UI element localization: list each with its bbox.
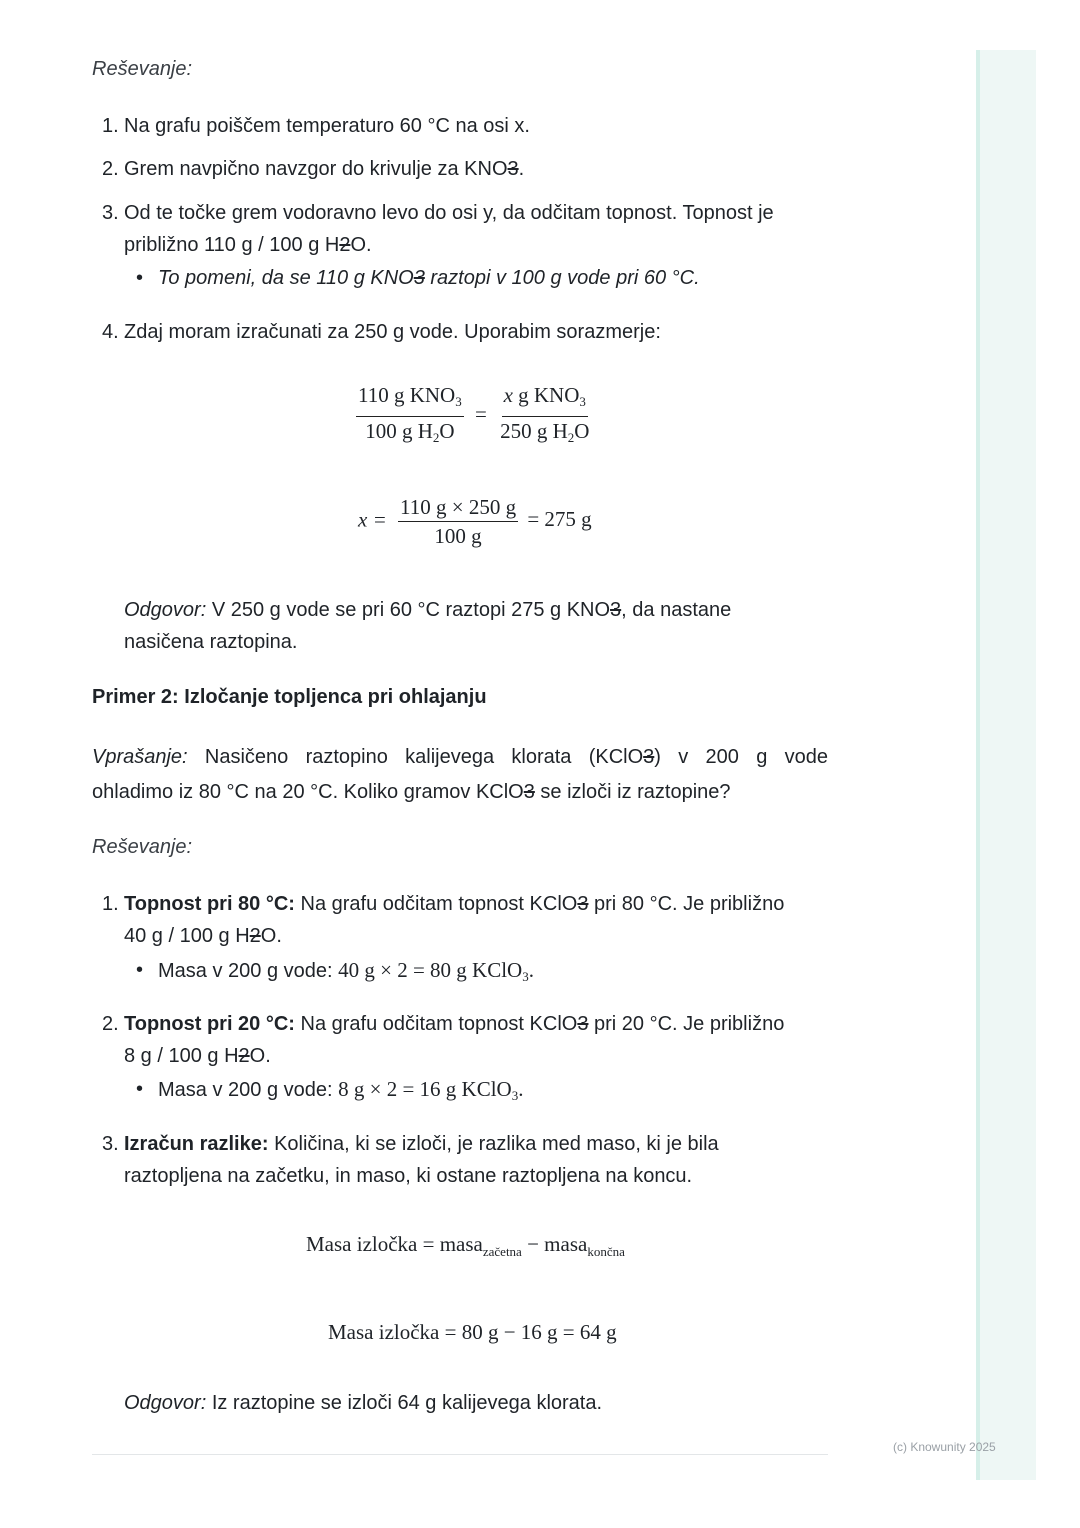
list-item: 3. Od te točke grem vodoravno levo do osi y, da odčitam topnost. Topnost je približno 110 g / 100 g H2O. <box>102 202 774 256</box>
right-sidebar-panel <box>976 50 1036 1480</box>
list-item: 4. Zdaj moram izračunati za 250 g vode. Uporabim sorazmerje: <box>102 321 661 343</box>
solution-label: Reševanje: <box>92 836 193 858</box>
calculation-equation: x = $\frac{110 g \times 250 g}{100 g}$ = 275 g <box>358 495 592 548</box>
solution-label: Reševanje: <box>92 58 193 80</box>
result-equation: Masa izločka = 80 g − 16 g = 64 g <box>328 1320 617 1344</box>
answer-paragraph: Odgovor: V 250 g vode se pri 60 °C raztopi 275 g KNO3, da nastane nasičena raztopina. <box>124 599 732 653</box>
difference-formula: Masa izločka = masa$_{začetna}$ − masa$_{končna}$ <box>306 1232 625 1260</box>
question-paragraph: Vprašanje: Nasičeno raztopino kalijevega klorata (KClO3) v 200 g vode ohladimo iz 80 °C na 20 °C. Koliko gramov KClO3 se izloči iz raztopine? <box>92 746 828 803</box>
copyright-footer: (c) Knowunity 2025 <box>893 1440 996 1454</box>
list-item: 2. Topnost pri 20 °C: Na grafu odčitam topnost KClO3 pri 20 °C. Je približno 8 g / 100 g H2O. <box>102 1013 785 1067</box>
list-item: 2. Grem navpično navzgor do krivulje za KNO3. <box>102 158 525 180</box>
footer-divider <box>92 1454 828 1455</box>
list-item: 1. Na grafu poiščem temperaturo 60 °C na osi x. <box>102 115 530 137</box>
proportion-equation: $\frac{110 g KNO_3}{100 g H_2O}$ = $\frac{x g KNO_3}{250 g H_2O}$ <box>358 383 590 445</box>
answer-paragraph: Odgovor: Iz raztopine se izloči 64 g kalijevega klorata. <box>124 1392 603 1414</box>
list-item: 1. Topnost pri 80 °C: Na grafu odčitam topnost KClO3 pri 80 °C. Je približno 40 g / 100 g H2O. <box>102 893 785 947</box>
section-heading: Primer 2: Izločanje topljenca pri ohlajanju <box>92 686 487 708</box>
list-item: 3. Izračun razlike: Količina, ki se izloči, je razlika med maso, ki je bila raztopljena na začetku, in maso, ki ostane raztopljena na koncu. <box>102 1133 719 1187</box>
